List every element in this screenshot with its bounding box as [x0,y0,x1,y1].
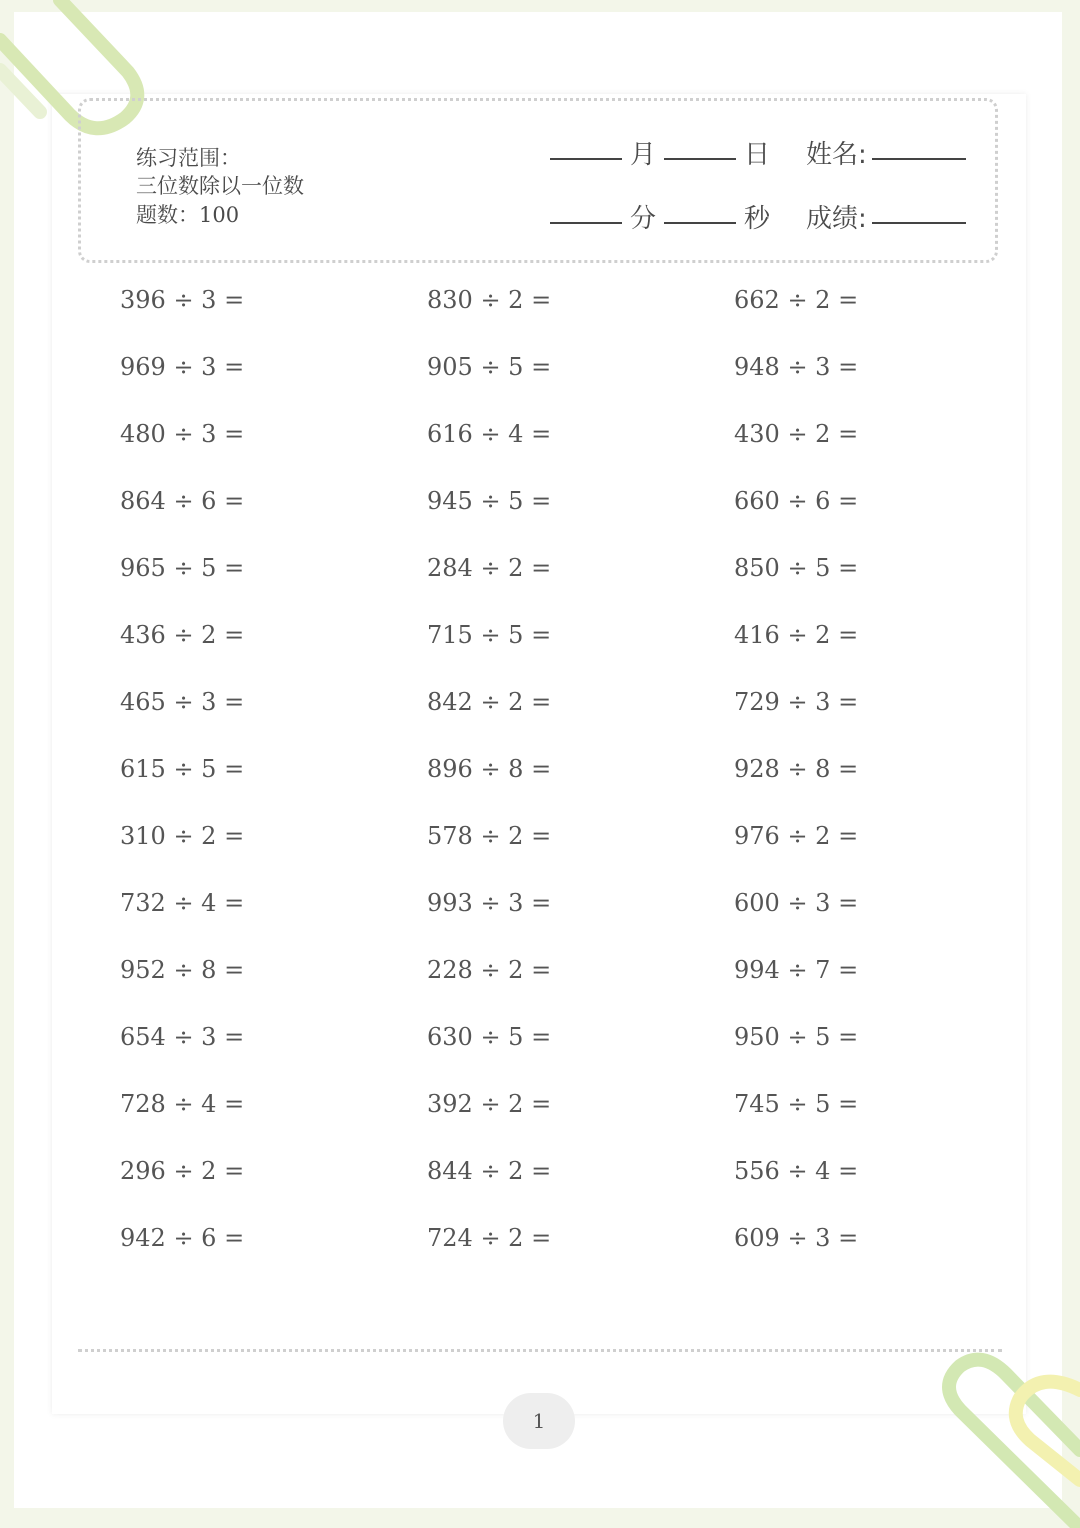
problem-item: 228 ÷ 2 = [427,956,552,984]
problem-item: 844 ÷ 2 = [427,1157,552,1185]
day-blank[interactable] [664,158,736,160]
problem-item: 948 ÷ 3 = [734,353,859,381]
problem-item: 310 ÷ 2 = [120,822,245,850]
problem-item: 465 ÷ 3 = [120,688,245,716]
problem-item: 950 ÷ 5 = [734,1023,859,1051]
problem-item: 616 ÷ 4 = [427,420,552,448]
problem-item: 952 ÷ 8 = [120,956,245,984]
problem-item: 729 ÷ 3 = [734,688,859,716]
problem-item: 609 ÷ 3 = [734,1224,859,1252]
problem-item: 578 ÷ 2 = [427,822,552,850]
month-blank[interactable] [550,158,622,160]
problem-item: 928 ÷ 8 = [734,755,859,783]
problem-item: 630 ÷ 5 = [427,1023,552,1051]
score-label: 成绩: [806,204,867,234]
second-label: 秒 [744,204,771,234]
problem-item: 724 ÷ 2 = [427,1224,552,1252]
range-label: 练习范围： [136,146,241,170]
problem-item: 728 ÷ 4 = [120,1090,245,1118]
problem-item: 660 ÷ 6 = [734,487,859,515]
problem-item: 942 ÷ 6 = [120,1224,245,1252]
question-count: 题数：100 [136,203,240,227]
problem-item: 600 ÷ 3 = [734,889,859,917]
problem-item: 480 ÷ 3 = [120,420,245,448]
problem-item: 745 ÷ 5 = [734,1090,859,1118]
name-blank[interactable] [872,158,966,160]
second-blank[interactable] [664,222,736,224]
problem-item: 296 ÷ 2 = [120,1157,245,1185]
problem-item: 715 ÷ 5 = [427,621,552,649]
day-label: 日 [744,140,771,170]
problem-item: 732 ÷ 4 = [120,889,245,917]
problem-item: 976 ÷ 2 = [734,822,859,850]
problem-item: 416 ÷ 2 = [734,621,859,649]
problem-item: 436 ÷ 2 = [120,621,245,649]
time-score-row [548,198,968,238]
score-blank[interactable] [872,222,966,224]
date-name-row [548,134,968,174]
minute-blank[interactable] [550,222,622,224]
problem-item: 905 ÷ 5 = [427,353,552,381]
month-label: 月 [630,140,657,170]
minute-label: 分 [630,204,657,234]
problem-item: 662 ÷ 2 = [734,286,859,314]
footer-divider [78,1349,1002,1352]
problem-item: 430 ÷ 2 = [734,420,859,448]
problem-item: 850 ÷ 5 = [734,554,859,582]
name-label: 姓名: [806,140,867,170]
problem-item: 945 ÷ 5 = [427,487,552,515]
problem-item: 615 ÷ 5 = [120,755,245,783]
problem-item: 654 ÷ 3 = [120,1023,245,1051]
problem-item: 556 ÷ 4 = [734,1157,859,1185]
problem-item: 842 ÷ 2 = [427,688,552,716]
problem-item: 896 ÷ 8 = [427,755,552,783]
problem-item: 969 ÷ 3 = [120,353,245,381]
problem-item: 392 ÷ 2 = [427,1090,552,1118]
problem-item: 396 ÷ 3 = [120,286,245,314]
problem-item: 994 ÷ 7 = [734,956,859,984]
problem-item: 864 ÷ 6 = [120,487,245,515]
page-number: 1 [503,1393,575,1449]
problem-item: 993 ÷ 3 = [427,889,552,917]
problem-item: 284 ÷ 2 = [427,554,552,582]
problem-item: 830 ÷ 2 = [427,286,552,314]
range-value: 三位数除以一位数 [136,174,304,198]
problem-item: 965 ÷ 5 = [120,554,245,582]
